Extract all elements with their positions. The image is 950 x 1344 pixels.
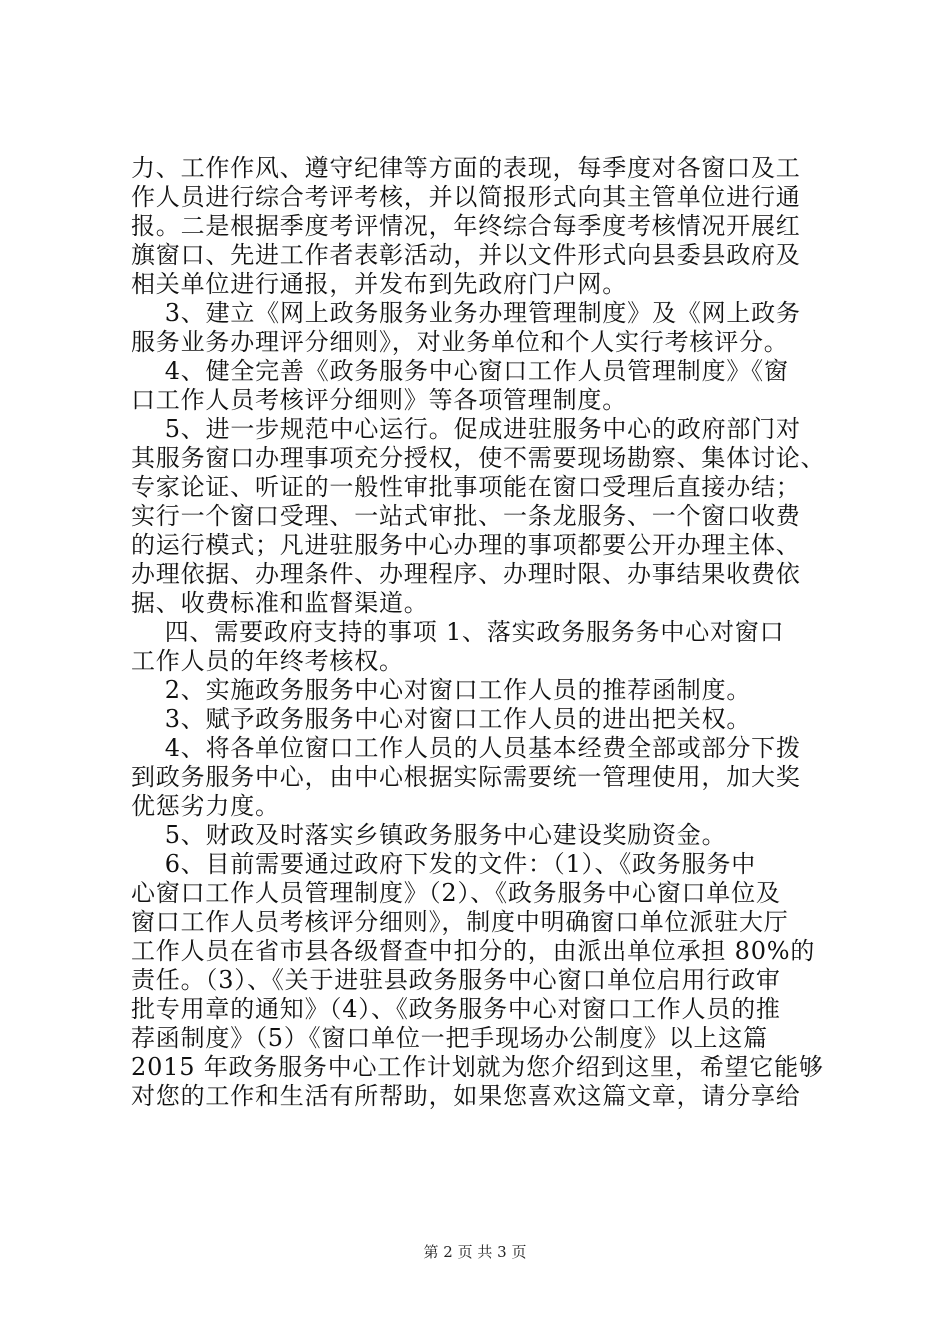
text-line: 专家论证、听证的一般性审批事项能在窗口受理后直接办结； <box>131 473 801 501</box>
text-line: 批专用章的通知》（4）、《政务服务中心对窗口工作人员的推 <box>131 995 781 1023</box>
text-line: 3、建立《网上政务服务业务办理管理制度》及《网上政务 <box>131 299 801 327</box>
text-line: 6、目前需要通过政府下发的文件：（1）、《政务服务中 <box>131 850 757 878</box>
text-line: 工作人员在省市县各级督查中扣分的，由派出单位承担 80%的 <box>131 937 816 965</box>
text-line: 的运行模式；凡进驻服务中心办理的事项都要公开办理主体、 <box>131 531 801 559</box>
text-line: 窗口工作人员考核评分细则》，制度中明确窗口单位派驻大厅 <box>131 908 789 936</box>
text-line: 工作人员的年终考核权。 <box>131 647 404 675</box>
document-body <box>131 154 831 1111</box>
text-line: 3、赋予政务服务中心对窗口工作人员的进出把关权。 <box>131 705 752 733</box>
text-line: 心窗口工作人员管理制度》（2）、《政务服务中心窗口单位及 <box>131 879 781 907</box>
text-line: 5、财政及时落实乡镇政务服务中心建设奖励资金。 <box>131 821 727 849</box>
text-line: 四、需要政府支持的事项 1、落实政务服务务中心对窗口 <box>131 618 785 646</box>
text-line: 力、工作作风、遵守纪律等方面的表现，每季度对各窗口及工 <box>131 154 801 182</box>
text-line: 办理依据、办理条件、办理程序、办理时限、办事结果收费依 <box>131 560 801 588</box>
text-line: 4、健全完善《政务服务中心窗口工作人员管理制度》《窗 <box>131 357 789 385</box>
text-line: 据、收费标准和监督渠道。 <box>131 589 429 617</box>
text-line: 优惩劣力度。 <box>131 792 280 820</box>
text-line: 作人员进行综合考评考核，并以简报形式向其主管单位进行通 <box>131 183 801 211</box>
text-line: 荐函制度》（5）《窗口单位一把手现场办公制度》以上这篇 <box>131 1024 768 1052</box>
text-line: 旗窗口、先进工作者表彰活动，并以文件形式向县委县政府及 <box>131 241 801 269</box>
text-line: 实行一个窗口受理、一站式审批、一条龙服务、一个窗口收费 <box>131 502 801 530</box>
text-line: 4、将各单位窗口工作人员的人员基本经费全部或部分下拨 <box>131 734 801 762</box>
text-line: 其服务窗口办理事项充分授权，使不需要现场勘察、集体讨论、 <box>131 444 826 472</box>
text-line: 口工作人员考核评分细则》等各项管理制度。 <box>131 386 627 414</box>
text-line: 相关单位进行通报，并发布到先政府门户网。 <box>131 270 627 298</box>
text-line: 2、实施政务服务中心对窗口工作人员的推荐函制度。 <box>131 676 752 704</box>
page-number-footer: 第 2 页 共 3 页 <box>423 1243 527 1261</box>
text-line: 2015 年政务服务中心工作计划就为您介绍到这里，希望它能够 <box>131 1053 824 1081</box>
text-line: 责任。（3）、《关于进驻县政务服务中心窗口单位启用行政审 <box>131 966 781 994</box>
text-line: 对您的工作和生活有所帮助，如果您喜欢这篇文章，请分享给 <box>131 1082 801 1110</box>
text-line: 5、进一步规范中心运行。促成进驻服务中心的政府部门对 <box>131 415 801 443</box>
text-line: 报。二是根据季度考评情况，年终综合每季度考核情况开展红 <box>131 212 801 240</box>
text-line: 服务业务办理评分细则》，对业务单位和个人实行考核评分。 <box>131 328 789 356</box>
text-line: 到政务服务中心，由中心根据实际需要统一管理使用，加大奖 <box>131 763 801 791</box>
